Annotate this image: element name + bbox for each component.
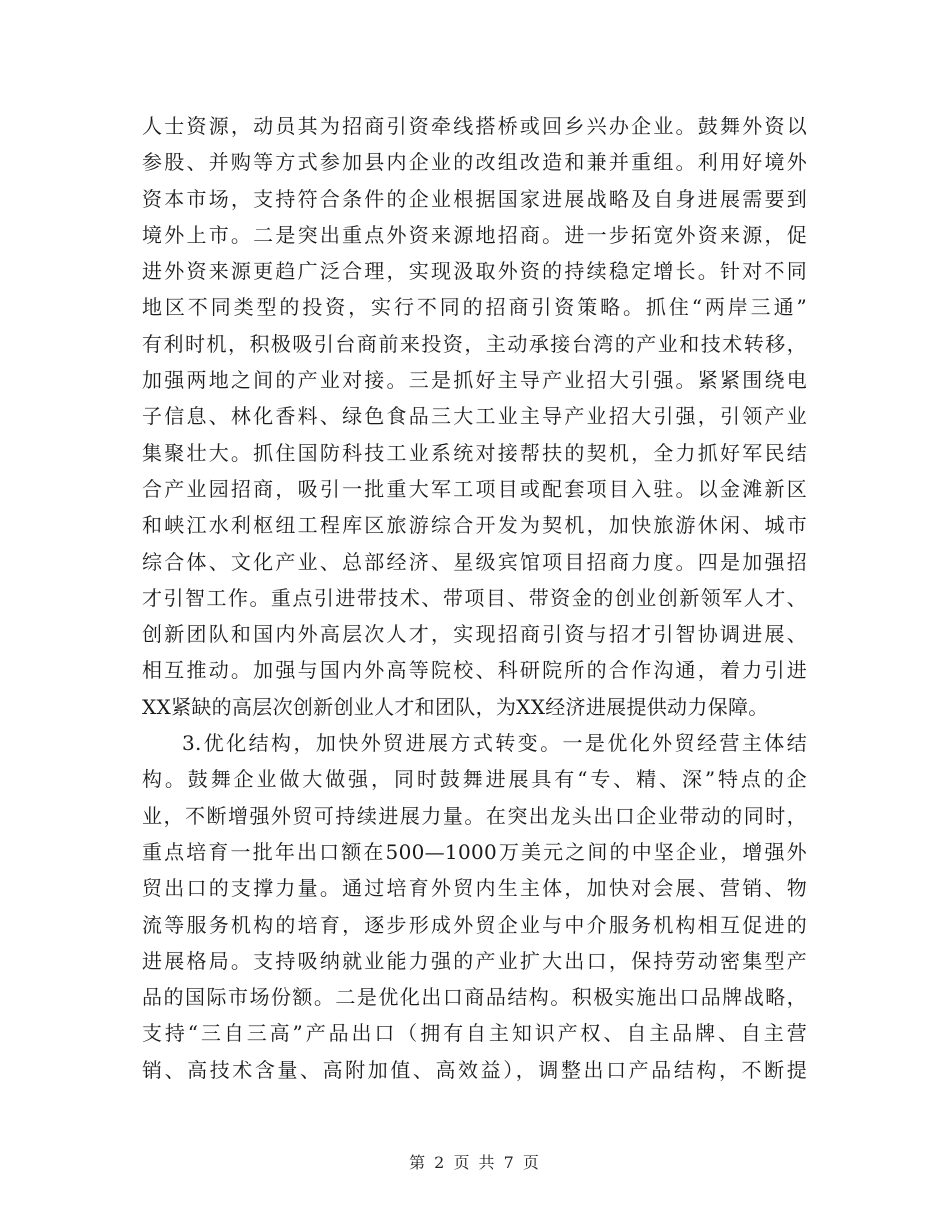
text-line: 合产业园招商，吸引一批重大军工项目或配套项目入驻。以金滩新区	[142, 476, 807, 501]
text-line: 重点培育一批年出口额在500—1000万美元之间的中坚企业，增强外	[142, 839, 807, 864]
text-line: 集聚壮大。抓住国防科技工业系统对接帮扶的契机，全力抓好军民结	[142, 440, 807, 465]
text-line: 子信息、林化香料、绿色食品三大工业主导产业招大引强，引领产业	[142, 404, 807, 429]
paragraph-first-line: 3.优化结构，加快外贸进展方式转变。一是优化外贸经营主体结	[182, 731, 807, 756]
text-line: 销、高技术含量、高附加值、高效益），调整出口产品结构，不断提	[142, 1057, 807, 1082]
text-line: 流等服务机构的培育，逐步形成外贸企业与中介服务机构相互促进的	[142, 912, 807, 937]
text-line: 构。鼓舞企业做大做强，同时鼓舞进展具有“专、精、深”特点的企	[142, 767, 807, 792]
text-line: 贸出口的支撑力量。通过培育外贸内生主体，加快对会展、营销、物	[142, 876, 807, 901]
text-line: 支持“三自三高”产品出口（拥有自主知识产权、自主品牌、自主营	[142, 1021, 807, 1046]
text-line: 综合体、文化产业、总部经济、星级宾馆项目招商力度。四是加强招	[142, 549, 807, 574]
text-line: 加强两地之间的产业对接。三是抓好主导产业招大引强。紧紧围绕电	[142, 368, 807, 393]
text-line: XX紧缺的高层次创新创业人才和团队，为XX经济进展提供动力保障。	[142, 694, 769, 719]
text-line: 业，不断增强外贸可持续进展力量。在突出龙头出口企业带动的同时，	[142, 803, 807, 828]
text-line: 和峡江水利枢纽工程库区旅游综合开发为契机，加快旅游休闲、城市	[142, 513, 807, 538]
text-line: 资本市场，支持符合条件的企业根据国家进展战略及自身进展需要到	[142, 186, 807, 211]
text-line: 相互推动。加强与国内外高等院校、科研院所的合作沟通，着力引进	[142, 658, 807, 683]
text-line: 境外上市。二是突出重点外资来源地招商。进一步拓宽外资来源，促	[142, 222, 807, 247]
text-line: 品的国际市场份额。二是优化出口商品结构。积极实施出口品牌战略，	[142, 985, 807, 1010]
text-line: 进外资来源更趋广泛合理，实现汲取外资的持续稳定增长。针对不同	[142, 259, 807, 284]
text-line: 地区不同类型的投资，实行不同的招商引资策略。抓住“两岸三通”	[142, 295, 807, 320]
text-line: 创新团队和国内外高层次人才，实现招商引资与招才引智协调进展、	[142, 622, 807, 647]
text-line: 有利时机，积极吸引台商前来投资，主动承接台湾的产业和技术转移，	[142, 331, 807, 356]
page-number-footer: 第 2 页 共 7 页	[409, 1153, 541, 1172]
text-line: 进展格局。支持吸纳就业能力强的产业扩大出口，保持劳动密集型产	[142, 948, 807, 973]
text-line: 参股、并购等方式参加县内企业的改组改造和兼并重组。利用好境外	[142, 150, 807, 175]
text-line: 人士资源，动员其为招商引资牵线搭桥或回乡兴办企业。鼓舞外资以	[142, 114, 807, 138]
body-text	[142, 108, 807, 1088]
text-line: 才引智工作。重点引进带技术、带项目、带资金的创业创新领军人才、	[142, 585, 807, 610]
